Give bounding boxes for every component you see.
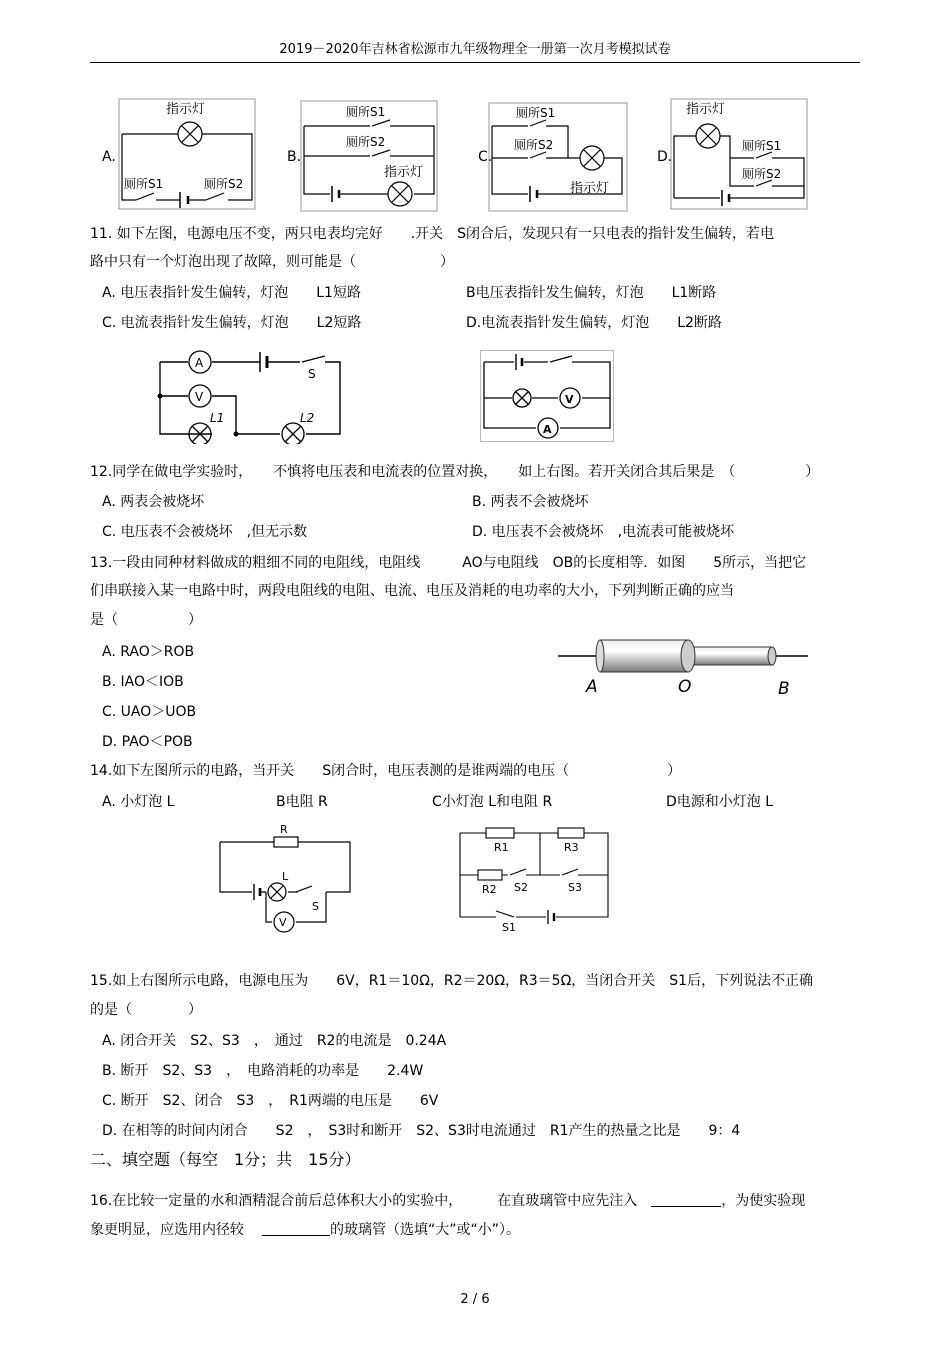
q14-option-c: C小灯泡 L和电阻 R (432, 794, 553, 810)
q14-left-lamp-label: L (282, 870, 289, 883)
q10-circuit-b (300, 100, 438, 212)
q10-b-lamp-label: 指示灯 (384, 165, 424, 180)
q16-line1 (90, 1191, 805, 1211)
q11-option-a: A. 电压表指针发生偏转，灯泡 L1短路 (102, 285, 361, 301)
q11-circuit-right (480, 350, 614, 442)
q13-stem-line2: 们串联接入某一电路中时，两段电阻线的电阻、电流、电压及消耗的电功率的大小，下列判断正确的应当 (90, 583, 734, 599)
q13-option-a: A. RAO＞ROB (102, 644, 195, 660)
q12-option-a: A. 两表会被烧坏 (102, 494, 205, 510)
q10-c-s2-label: 厕所S2 (514, 138, 554, 152)
q13-stem-line1: 13.一段由同种材料做成的粗细不同的电阻线，电阻线 AO与电阻线 OB的长度相等．如图 5所示，当把它 (90, 555, 807, 571)
q16-line2-part1: 象更明显，应选用内径较 (90, 1222, 244, 1238)
q14-option-a: A. 小灯泡 L (102, 794, 175, 810)
q12-option-b: B. 两表不会被烧坏 (472, 494, 589, 510)
page-header-title: 2019－2020年吉林省松源市九年级物理全一册第一次月考模拟试卷 (279, 42, 671, 57)
q10-a-s1-label: 厕所S1 (124, 177, 164, 191)
q10-circuit-a (118, 98, 256, 210)
q15-s1-label: S1 (502, 921, 516, 934)
q13-stem-line3: 是（ ） (90, 612, 202, 628)
q12-option-c: C. 电压表不会被烧坏 ,但无示数 (102, 524, 308, 540)
q15-stem-line1: 15.如上右图所示电路，电源电压为 6V，R1＝10Ω，R2＝20Ω，R3＝5Ω，当闭合开关 S1后，下列说法不正确 (90, 973, 814, 989)
q15-s3-label: S3 (568, 881, 582, 894)
q11-stem-line2: 路中只有一个灯泡出现了故障，则可能是（ ） (90, 254, 454, 270)
q11-right-voltmeter-label: V (565, 393, 574, 406)
q10-option-b-letter: B. (287, 149, 302, 165)
q15-option-b: B. 断开 S2、S3 ， 电路消耗的功率是 2.4W (102, 1063, 424, 1079)
q15-stem-line2: 的是（ ） (90, 1002, 202, 1018)
q10-option-d-letter: D. (657, 149, 673, 165)
page-number: 2 / 6 (460, 1292, 490, 1307)
q16-blank-1[interactable] (651, 1192, 721, 1207)
q11-left-switch-label: S (308, 367, 316, 381)
q13-resistance-wire-figure (556, 632, 812, 700)
q11-left-voltmeter-label: V (195, 390, 204, 404)
q11-left-l2-label: L2 (300, 411, 315, 425)
q12-option-d: D. 电压表不会被烧坏 ,电流表可能被烧坏 (472, 524, 735, 540)
q10-option-c-letter: C. (478, 149, 493, 165)
q11-circuit-left (150, 342, 350, 444)
q15-s2-label: S2 (514, 881, 528, 894)
q11-right-ammeter-label: A (543, 423, 552, 436)
q14-left-switch-label: S (312, 900, 319, 913)
q16-line2 (90, 1220, 520, 1240)
q15-option-a: A. 闭合开关 S2、S3 ， 通过 R2的电流是 0.24A (102, 1033, 447, 1049)
header-rule (90, 62, 860, 63)
q11-stem-line1: 11. 如下左图，电源电压不变，两只电表均完好 .开关 S闭合后，发现只有一只电表的指针发生偏转，若电 (90, 226, 775, 242)
q10-circuit-c (488, 102, 628, 212)
q14-option-b: B电阻 R (276, 794, 328, 810)
q10-b-s1-label: 厕所S1 (346, 105, 386, 119)
q10-d-lamp-label: 指示灯 (686, 102, 726, 117)
q11-option-c: C. 电流表指针发生偏转，灯泡 L2短路 (102, 315, 362, 331)
q16-line1-part2: ，为使实验现 (721, 1193, 806, 1209)
q14-circuit-left (216, 822, 356, 938)
q10-c-lamp-label: 指示灯 (570, 181, 610, 196)
q13-point-a-label: A (586, 677, 598, 697)
q12-stem: 12.同学在做电学实验时， 不慎将电压表和电流表的位置对换， 如上右图。若开关闭合其后果是 （ ） (90, 464, 820, 480)
q13-point-o-label: O (678, 677, 692, 697)
q13-option-b: B. IAO＜IOB (102, 674, 184, 690)
q15-r2-label: R2 (482, 883, 497, 896)
q14-stem: 14.如下左图所示的电路，当开关 S闭合时，电压表测的是谁两端的电压（ ） (90, 763, 682, 779)
q13-option-c: C. UAO＞UOB (102, 704, 197, 720)
q15-r3-label: R3 (564, 841, 579, 854)
q10-b-s2-label: 厕所S2 (346, 135, 386, 149)
q15-r1-label: R1 (494, 841, 509, 854)
q16-blank-2[interactable] (262, 1221, 330, 1236)
q14-option-d: D电源和小灯泡 L (666, 794, 774, 810)
q10-c-s1-label: 厕所S1 (516, 106, 556, 120)
q11-left-ammeter-label: A (195, 356, 204, 370)
section-fill-in-title: 二、填空题（每空 1分；共 15分） (90, 1150, 361, 1169)
q15-circuit (456, 825, 612, 935)
q10-a-s2-label: 厕所S2 (204, 177, 244, 191)
q10-circuit-d (670, 98, 808, 210)
q10-d-s2-label: 厕所S2 (742, 167, 782, 181)
q15-option-d: D. 在相等的时间内闭合 S2 ， S3时和断开 S2、S3时电流通过 R1产生的热量之比是 9：4 (102, 1123, 741, 1139)
q10-a-lamp-label: 指示灯 (166, 102, 206, 117)
q13-option-d: D. PAO＜POB (102, 734, 193, 750)
q11-option-b: B电压表指针发生偏转，灯泡 L1断路 (466, 285, 717, 301)
q15-option-c: C. 断开 S2、闭合 S3 ， R1两端的电压是 6V (102, 1093, 439, 1109)
q10-option-a-letter: A. (102, 149, 116, 165)
q13-point-b-label: B (778, 679, 790, 699)
q11-left-l1-label: L1 (210, 411, 225, 425)
q16-line1-part1: 16.在比较一定量的水和酒精混合前后总体积大小的实验中， 在直玻璃管中应先注入 (90, 1193, 638, 1209)
q11-option-d: D.电流表指针发生偏转，灯泡 L2断路 (466, 315, 722, 331)
q16-line2-part2: 的玻璃管（选填“大”或“小”）。 (330, 1222, 521, 1238)
q10-d-s1-label: 厕所S1 (742, 139, 782, 153)
q14-left-resistor-label: R (280, 823, 288, 836)
q14-left-voltmeter-label: V (279, 916, 287, 929)
